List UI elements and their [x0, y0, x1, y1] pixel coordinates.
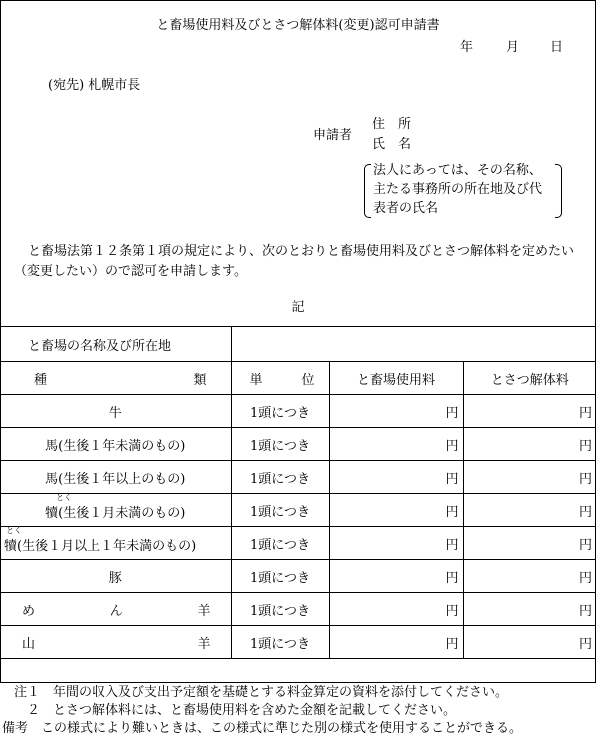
note-2: ２ とさつ解体料には、と畜場使用料を含めた金額を記載してください。: [14, 703, 457, 718]
table-row: [0, 461, 596, 494]
facility-row: [0, 327, 596, 362]
bracket-right: [555, 164, 562, 218]
table-row: [0, 494, 596, 527]
notes: [14, 684, 508, 720]
kind-ruby: とく: [6, 526, 22, 535]
slaughter-fee-cell[interactable]: 円: [463, 593, 596, 626]
kind-cell: 馬(生後１年以上のもの): [0, 461, 231, 494]
kind-ruby: とく: [56, 493, 72, 502]
corporate-note-bracket: [364, 162, 562, 218]
unit-cell: 1頭につき: [231, 461, 329, 494]
header-usage-fee: と畜場使用料: [329, 362, 463, 395]
slaughter-fee-cell[interactable]: 円: [463, 395, 596, 428]
address-label: 住 所: [372, 117, 412, 132]
facility-label: と畜場の名称及び所在地: [0, 327, 231, 362]
unit-cell: 1頭につき: [231, 560, 329, 593]
table-row: [0, 560, 596, 593]
usage-fee-cell[interactable]: 円: [329, 395, 463, 428]
bracket-left: [364, 164, 371, 218]
unit-cell: 1頭につき: [231, 626, 329, 659]
kind-cell: とく 犢(生後１月以上１年未満のもの): [0, 527, 231, 560]
fee-table: [0, 326, 596, 659]
table-row: [0, 593, 596, 626]
corporate-note-line-1: 法人にあっては、その名称、: [373, 163, 542, 178]
kind-cell: め ん 羊: [0, 593, 231, 626]
usage-fee-cell[interactable]: 円: [329, 527, 463, 560]
table-row: [0, 395, 596, 428]
slaughter-fee-cell[interactable]: 円: [463, 428, 596, 461]
name-label: 氏 名: [372, 137, 412, 152]
usage-fee-cell[interactable]: 円: [329, 428, 463, 461]
applicant-label: 申請者: [313, 128, 353, 143]
ki-heading: 記: [291, 300, 305, 315]
remark: 備考 この様式により難いときは、この様式に準じた別の様式を使用することができる。: [2, 721, 523, 736]
table-row: [0, 428, 596, 461]
unit-cell: 1頭につき: [231, 494, 329, 527]
date-year-label: 年: [460, 40, 474, 55]
corporate-note-line-3: 表者の氏名: [373, 201, 439, 216]
usage-fee-cell[interactable]: 円: [329, 461, 463, 494]
unit-cell: 1頭につき: [231, 593, 329, 626]
note-1: 注１ 年間の収入及び支出予定額を基礎とする料金算定の資料を添付してください。: [14, 685, 509, 700]
slaughter-fee-cell[interactable]: 円: [463, 461, 596, 494]
kind-cell: 牛: [0, 395, 231, 428]
date-month-label: 月: [506, 40, 520, 55]
kind-cell: 山 羊: [0, 626, 231, 659]
slaughter-fee-cell[interactable]: 円: [463, 527, 596, 560]
kind-cell: 馬(生後１年未満のもの): [0, 428, 231, 461]
table-row: [0, 626, 596, 659]
unit-cell: 1頭につき: [231, 527, 329, 560]
addressee: (宛先) 札幌市長: [48, 78, 141, 93]
header-kind: 種 類: [0, 362, 231, 395]
header-row: [0, 362, 596, 395]
usage-fee-cell[interactable]: 円: [329, 593, 463, 626]
unit-cell: 1頭につき: [231, 428, 329, 461]
usage-fee-cell[interactable]: 円: [329, 560, 463, 593]
header-unit: 単 位: [231, 362, 329, 395]
kind-cell: とく 犢(生後１月未満のもの): [0, 494, 231, 527]
slaughter-fee-cell[interactable]: 円: [463, 560, 596, 593]
kind-cell: 豚: [0, 560, 231, 593]
usage-fee-cell[interactable]: 円: [329, 626, 463, 659]
date-day-label: 日: [550, 40, 564, 55]
application-body-text: と畜場法第１２条第１項の規定により、次のとおりと畜場使用料及びとさつ解体料を定めたい（変更したい）ので認可を申請します。: [14, 244, 575, 279]
header-slaughter-fee: とさつ解体料: [463, 362, 596, 395]
table-row: [0, 527, 596, 560]
corporate-note-line-2: 主たる事務所の所在地及び代: [373, 182, 543, 197]
facility-value-cell[interactable]: [231, 327, 596, 362]
usage-fee-cell[interactable]: 円: [329, 494, 463, 527]
form-title: と畜場使用料及びとさつ解体料(変更)認可申請書: [156, 18, 440, 33]
slaughter-fee-cell[interactable]: 円: [463, 626, 596, 659]
unit-cell: 1頭につき: [231, 395, 329, 428]
slaughter-fee-cell[interactable]: 円: [463, 494, 596, 527]
